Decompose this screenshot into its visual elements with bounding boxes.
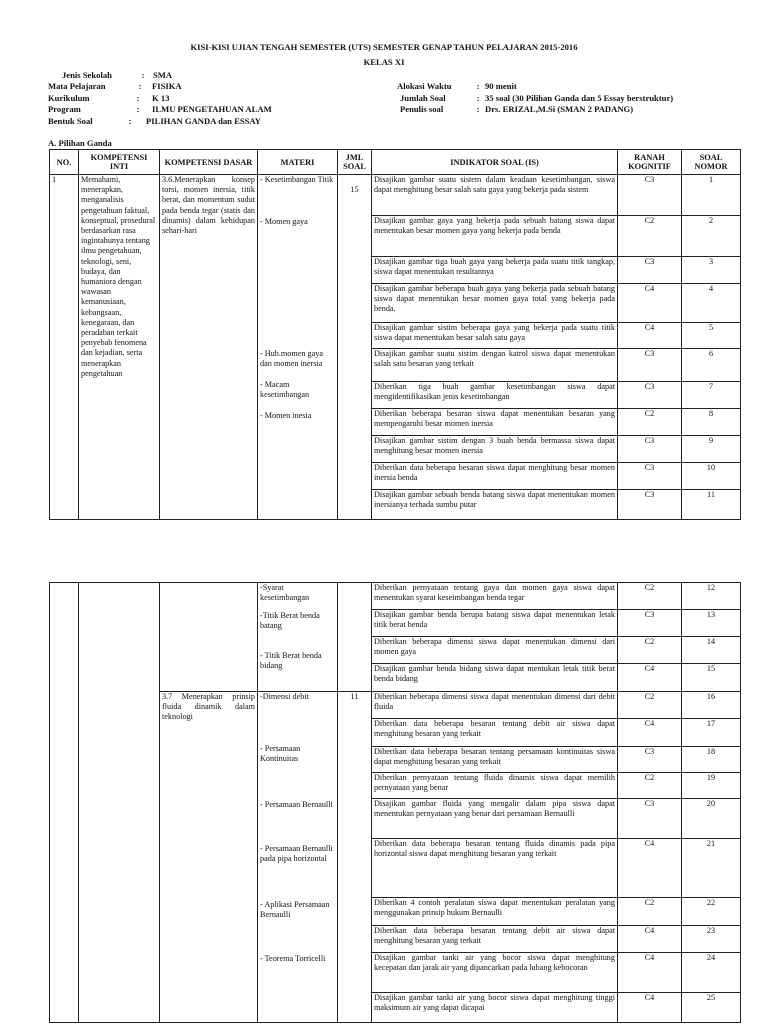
indikator-cell: Diberikan beberapa besaran siswa dapat menentukan besaran yang mempengaruhi besar momen inersia <box>372 409 618 436</box>
nomor-cell: 16 <box>682 692 741 719</box>
meta-row <box>48 81 182 91</box>
ranah-cell: C3 <box>618 382 682 409</box>
ranah-cell: C3 <box>618 436 682 463</box>
materi-item: - Titik Berat benda bidang <box>260 651 322 671</box>
header-indikator: INDIKATOR SOAL (IS) <box>372 150 618 175</box>
materi-item: -Dimensi debit <box>260 692 309 701</box>
nomor-cell: 4 <box>682 284 741 323</box>
nomor-cell: 11 <box>682 490 741 520</box>
materi-item: - Momen gaya <box>260 217 308 226</box>
kompetensi-dasar-cell: 3.6.Menerapkan konsep torsi, momen inersia, titik berat, dan momentum sudut pada benda tegar (statis dan dinamis) dalam kehidupan sehari-hari <box>160 175 258 520</box>
nomor-cell: 17 <box>682 719 741 747</box>
table-row <box>50 175 741 216</box>
meta-label: Kurikulum <box>48 93 90 103</box>
indikator-cell: Diberikan pernyataan tentang fluida dinamis siswa dapat memilih pernyataan yang benar <box>372 773 618 799</box>
nomor-cell: 5 <box>682 323 741 349</box>
ranah-cell: C3 <box>618 747 682 773</box>
meta-label: Program <box>48 104 81 114</box>
indikator-cell: Diberikan data beberapa besaran siswa dapat menghitung besar momen inersia benda <box>372 463 618 490</box>
nomor-cell: 22 <box>682 898 741 926</box>
indikator-cell: Diberikan pernyataan tentang gaya dan momen gaya siswa dapat menentukan syarat keseimbangan benda tegar <box>372 583 618 610</box>
meta-label: Penulis soal <box>400 104 444 114</box>
meta-value: Drs. ERIZAL,M.Si (SMAN 2 PADANG) <box>485 104 634 114</box>
ranah-cell: C2 <box>618 637 682 664</box>
ranah-cell: C2 <box>618 409 682 436</box>
meta-row <box>400 104 633 114</box>
meta-colon: : <box>141 70 145 80</box>
ranah-cell: C4 <box>618 719 682 747</box>
nomor-cell: 8 <box>682 409 741 436</box>
header-jml-soal: JML SOAL <box>338 150 372 175</box>
meta-value: 35 soal (30 Pilihan Ganda dan 5 Essay berstruktur) <box>485 93 674 103</box>
nomor-cell: 21 <box>682 839 741 898</box>
indikator-cell: Disajikan gambar tanki air yang bocor siswa dapat menghitung kecepatan dan jarak air yang dipancarkan pada lubang kebocoran <box>372 953 618 993</box>
header-nomor: SOAL NOMOR <box>682 150 741 175</box>
meta-colon: : <box>476 93 480 103</box>
meta-label: Mata Pelajaran <box>48 81 106 91</box>
jml-soal-cell: 15 <box>338 175 372 520</box>
ranah-cell: C4 <box>618 284 682 323</box>
header-kompetensi-dasar: KOMPETENSI DASAR <box>160 150 258 175</box>
meta-label: Bentuk Soal <box>48 116 93 126</box>
meta-value: PILIHAN GANDA dan ESSAY <box>146 116 262 126</box>
indikator-cell: Disajikan gambar sistim beberapa gaya yang bekerja pada suatu titik siswa dapat menentukan besar salah satu gaya <box>372 323 618 349</box>
materi-item: - Persamaan Kontinuitas <box>260 744 301 764</box>
indikator-cell: Diberikan beberapa dimensi siswa dapat menentukan dimensi dari momen gaya <box>372 637 618 664</box>
indikator-cell: Disajikan gambar fluida yang mengalir dalam pipa siswa dapat menentukan pernyataan yang benar dari persamaan Bernaulli <box>372 799 618 839</box>
materi-item: - Teorema Torricelli <box>260 954 326 963</box>
nomor-cell: 7 <box>682 382 741 409</box>
ranah-cell: C2 <box>618 216 682 257</box>
meta-colon: : <box>476 81 480 91</box>
indikator-cell: Diberikan tiga buah gambar kesetimbangan siswa dapat mengidentifikasikan jenis kesetimbangan <box>372 382 618 409</box>
ranah-cell: C2 <box>618 692 682 719</box>
indikator-cell: Disajikan gambar suatu sistim dengan katrol siswa dapat menentukan salah satu besaran yang terkait <box>372 349 618 382</box>
materi-cell <box>258 692 338 1023</box>
header-materi: MATERI <box>258 150 338 175</box>
table-header-row <box>50 150 741 175</box>
row-number: 1 <box>50 175 79 520</box>
section-heading: A. Pilihan Ganda <box>48 138 112 148</box>
meta-colon: : <box>476 104 480 114</box>
meta-row <box>48 93 169 103</box>
materi-item: - Persamaan Bernaulli <box>260 800 333 809</box>
jml-soal-cell: 11 <box>338 692 372 1023</box>
ranah-cell: C3 <box>618 349 682 382</box>
row-number <box>50 692 79 1023</box>
meta-colon: : <box>136 104 140 114</box>
ranah-cell: C3 <box>618 490 682 520</box>
meta-row <box>48 116 261 126</box>
materi-item: - Hub.momen gaya dan momen inersia <box>260 349 323 369</box>
meta-label: Jumlah Soal <box>400 93 446 103</box>
kompetensi-dasar-cell <box>160 583 258 692</box>
meta-label: Alokasi Waktu <box>397 81 452 91</box>
nomor-cell: 10 <box>682 463 741 490</box>
ranah-cell: C3 <box>618 257 682 284</box>
nomor-cell: 1 <box>682 175 741 216</box>
table-row <box>50 583 741 610</box>
nomor-cell: 13 <box>682 610 741 637</box>
meta-colon: : <box>136 93 140 103</box>
materi-item: - Aplikasi Persamaan Bernaulli <box>260 900 330 920</box>
nomor-cell: 24 <box>682 953 741 993</box>
document-subtitle: KELAS XI <box>363 57 405 67</box>
document-title: KISI-KISI UJIAN TENGAH SEMESTER (UTS) SEMESTER GENAP TAHUN PELAJARAN 2015-2016 <box>190 42 578 52</box>
ranah-cell: C2 <box>618 583 682 610</box>
indikator-cell: Disajikan gambar tanki air yang bocor siswa dapat menghitung tinggi maksimum air yang dapat dicapai <box>372 993 618 1023</box>
materi-item: -Titik Berat benda batang <box>260 611 320 631</box>
materi-item: -Syarat kesetimbangan <box>260 583 310 603</box>
indikator-cell: Diberikan beberapa dimensi siswa dapat menentukan dimensi dari debit fluida <box>372 692 618 719</box>
table-row <box>50 692 741 719</box>
indikator-cell: Diberikan 4 contoh peralatan siswa dapat menentukan peralatan yang menggunakan prinsip hukum Bernaulli <box>372 898 618 926</box>
indikator-cell: Disajikan gambar tiga buah gaya yang bekerja pada suatu titik tangkap, siswa dapat menentukan resultannya <box>372 257 618 284</box>
header-ranah: RANAH KOGNITIF <box>618 150 682 175</box>
materi-item: - Kesetimbangan Titik <box>260 175 334 184</box>
indikator-cell: Disajikan gambar benda berupa batang siswa dapat menentukan letak titik berat benda <box>372 610 618 637</box>
nomor-cell: 20 <box>682 799 741 839</box>
ranah-cell: C2 <box>618 898 682 926</box>
materi-cell <box>258 583 338 692</box>
meta-colon: : <box>128 116 132 126</box>
indikator-cell: Diberikan data beberapa besaran tentang fluida dinamis pada pipa horizontal siswa dapat menghitung besaran yang terkait <box>372 839 618 898</box>
meta-value: ILMU PENGETAHUAN ALAM <box>152 104 272 114</box>
ranah-cell: C4 <box>618 839 682 898</box>
indikator-cell: Diberikan data beberapa besaran tentang debit air siswa dapat menghitung besaran yang terkait <box>372 926 618 953</box>
nomor-cell: 3 <box>682 257 741 284</box>
indikator-cell: Disajikan gambar gaya yang bekerja pada sebuah batang siswa dapat menentukan besar momen gaya yang bekerja pada benda <box>372 216 618 257</box>
nomor-cell: 25 <box>682 993 741 1023</box>
meta-row <box>397 81 517 91</box>
materi-item: - Persamaan Bernaulli pada pipa horizontal <box>260 844 333 864</box>
nomor-cell: 6 <box>682 349 741 382</box>
nomor-cell: 12 <box>682 583 741 610</box>
indikator-cell: Disajikan gambar beberapa buah gaya yang bekerja pada sebuah batang siswa dapat menentukan besar momen gaya total yang bekerja pada benda. <box>372 284 618 323</box>
ranah-cell: C4 <box>618 993 682 1023</box>
kisi-table-1 <box>49 149 741 520</box>
ranah-cell: C3 <box>618 799 682 839</box>
meta-row <box>400 93 673 103</box>
nomor-cell: 15 <box>682 664 741 692</box>
ranah-cell: C3 <box>618 610 682 637</box>
kompetensi-inti-cell <box>79 583 160 692</box>
indikator-cell: Disajikan gambar sistim dengan 3 buah benda bermassa siswa dapat menghitung besar momen inersia <box>372 436 618 463</box>
ranah-cell: C3 <box>618 175 682 216</box>
ranah-cell: C4 <box>618 323 682 349</box>
ranah-cell: C4 <box>618 926 682 953</box>
kompetensi-inti-cell <box>79 692 160 1023</box>
kompetensi-inti-cell: Memahami, menerapkan, menganalisis pengetahuan faktual, konseptual, prosedural berdasarkan rasa ingintahunya tentang ilmu pengetahuan, teknologi, seni, budaya, dan humaniora dengan wawasan kemanusiaan, kebangsaan, kenegaraan, dan peradaban terkait penyebab fenomena dan kejadian, serta menerapkan pengetahuan <box>79 175 160 520</box>
indikator-cell: Disajikan gambar suatu sistem dalam keadaan kesetimbangan, siswa dapat menghitung besar salah satu gaya yang bekerja pada sistem <box>372 175 618 216</box>
meta-value: FISIKA <box>152 81 182 91</box>
meta-value: 90 menit <box>485 81 517 91</box>
header-kompetensi-inti: KOMPETENSI INTI <box>79 150 160 175</box>
meta-row <box>48 104 272 114</box>
materi-item: - Macam kesetimbangan <box>260 380 310 400</box>
ranah-cell: C2 <box>618 773 682 799</box>
meta-value: SMA <box>153 70 173 80</box>
kompetensi-dasar-cell: 3.7 Menerapkan prinsip fluida dinamik dalam teknologi <box>160 692 258 1023</box>
ranah-cell: C3 <box>618 463 682 490</box>
nomor-cell: 9 <box>682 436 741 463</box>
nomor-cell: 19 <box>682 773 741 799</box>
indikator-cell: Disajikan gambar benda bidang siswa dapat mentukan letak titik berat benda bidang <box>372 664 618 692</box>
jml-soal-cell <box>338 583 372 692</box>
meta-label: Jenis Sekolah <box>62 70 112 80</box>
header-no: NO. <box>50 150 79 175</box>
indikator-cell: Diberikan data beberapa besaran tentang debit air siswa dapat menghitung besaran yang terkait <box>372 719 618 747</box>
meta-row <box>62 70 172 80</box>
ranah-cell: C4 <box>618 664 682 692</box>
nomor-cell: 18 <box>682 747 741 773</box>
indikator-cell: Diberikan data beberapa besaran tentang persamaan kontinuitas siswa dapat menghitung besaran yang terkait <box>372 747 618 773</box>
meta-colon: : <box>138 81 142 91</box>
nomor-cell: 23 <box>682 926 741 953</box>
nomor-cell: 2 <box>682 216 741 257</box>
row-number <box>50 583 79 692</box>
materi-item: - Momen inesia <box>260 411 312 420</box>
meta-value: K 13 <box>152 93 170 103</box>
nomor-cell: 14 <box>682 637 741 664</box>
kisi-table-2 <box>49 582 741 1023</box>
materi-cell <box>258 175 338 520</box>
ranah-cell: C4 <box>618 953 682 993</box>
indikator-cell: Disajikan gambar sebuah benda batang siswa dapat menentukan momen inersianya terhada sumbu putar <box>372 490 618 520</box>
